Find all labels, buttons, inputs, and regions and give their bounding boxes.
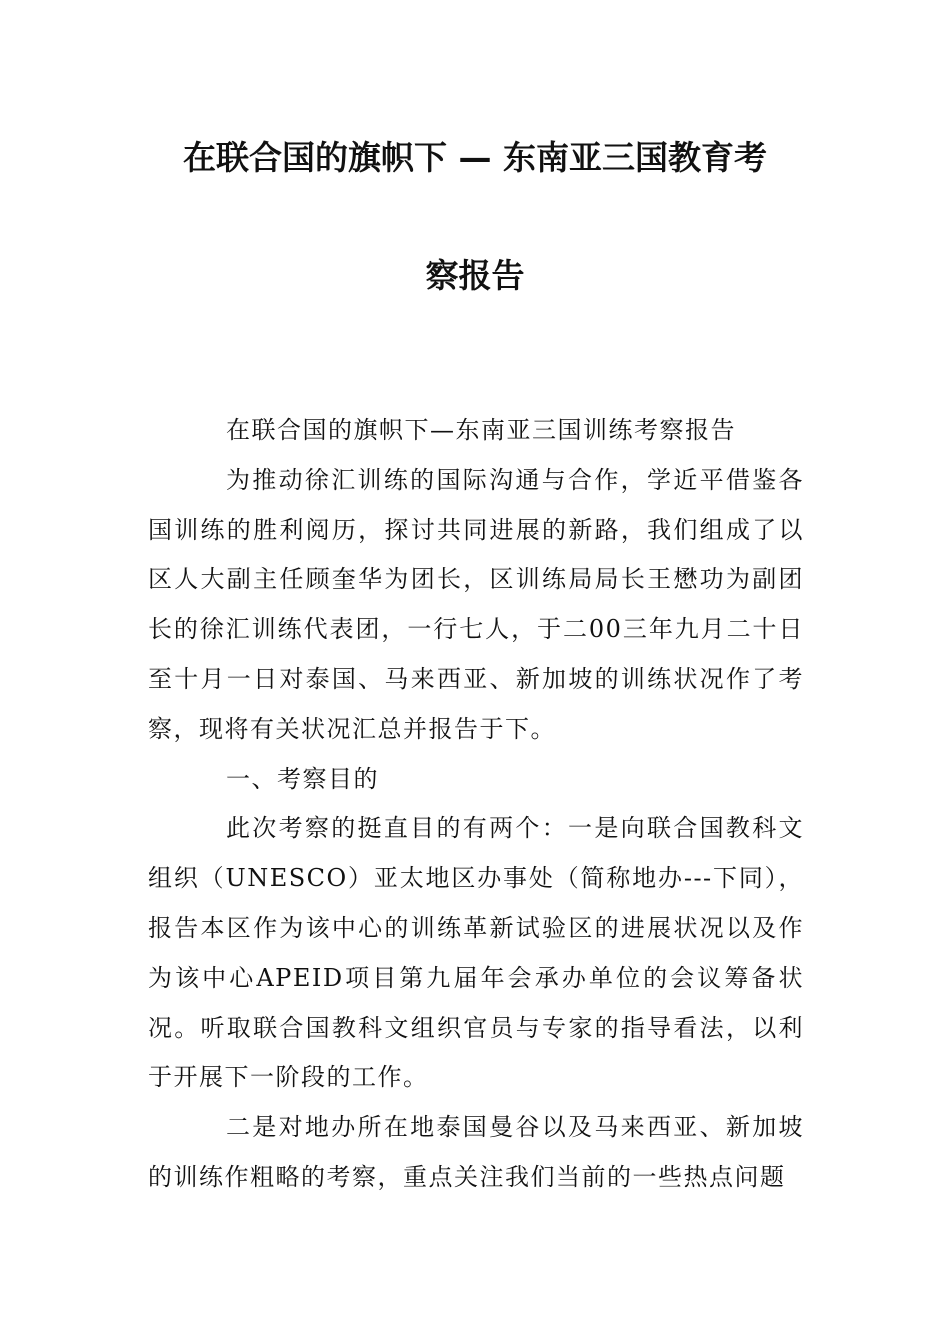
document-body <box>148 406 804 1203</box>
body-paragraph-purpose-two: 二是对地办所在地泰国曼谷以及马来西亚、新加坡的训练作粗略的考察，重点关注我们当前的一些热点问题 <box>148 1113 804 1191</box>
body-paragraph-purpose-one: 此次考察的挺直目的有两个：一是向联合国教科文组织（UNESCO）亚太地区办事处（简称地办---下同），报告本区作为该中心的训练革新试验区的进展状况以及作为该中心APEID项目第九届年会承办单位的会议筹备状况。听取联合国教科文组织官员与专家的指导看法，以利于开展下一阶段的工作。 <box>148 814 804 1092</box>
document-title-line-1: 在联合国的旗帜下 — 东南亚三国教育考 <box>183 138 767 177</box>
body-paragraph-subtitle: 在联合国的旗帜下—东南亚三国训练考察报告 <box>226 416 736 444</box>
body-paragraph-intro: 为推动徐汇训练的国际沟通与合作，学近平借鉴各国训练的胜利阅历，探讨共同进展的新路，我们组成了以区人大副主任顾奎华为团长，区训练局局长王懋功为副团长的徐汇训练代表团，一行七人，于二00三年九月二十日至十月一日对泰国、马来西亚、新加坡的训练状况作了考察，现将有关状况汇总并报告于下。 <box>148 465 804 743</box>
section-heading-purpose: 一、考察目的 <box>226 764 379 793</box>
document-title-line-2: 察报告 <box>425 256 525 295</box>
